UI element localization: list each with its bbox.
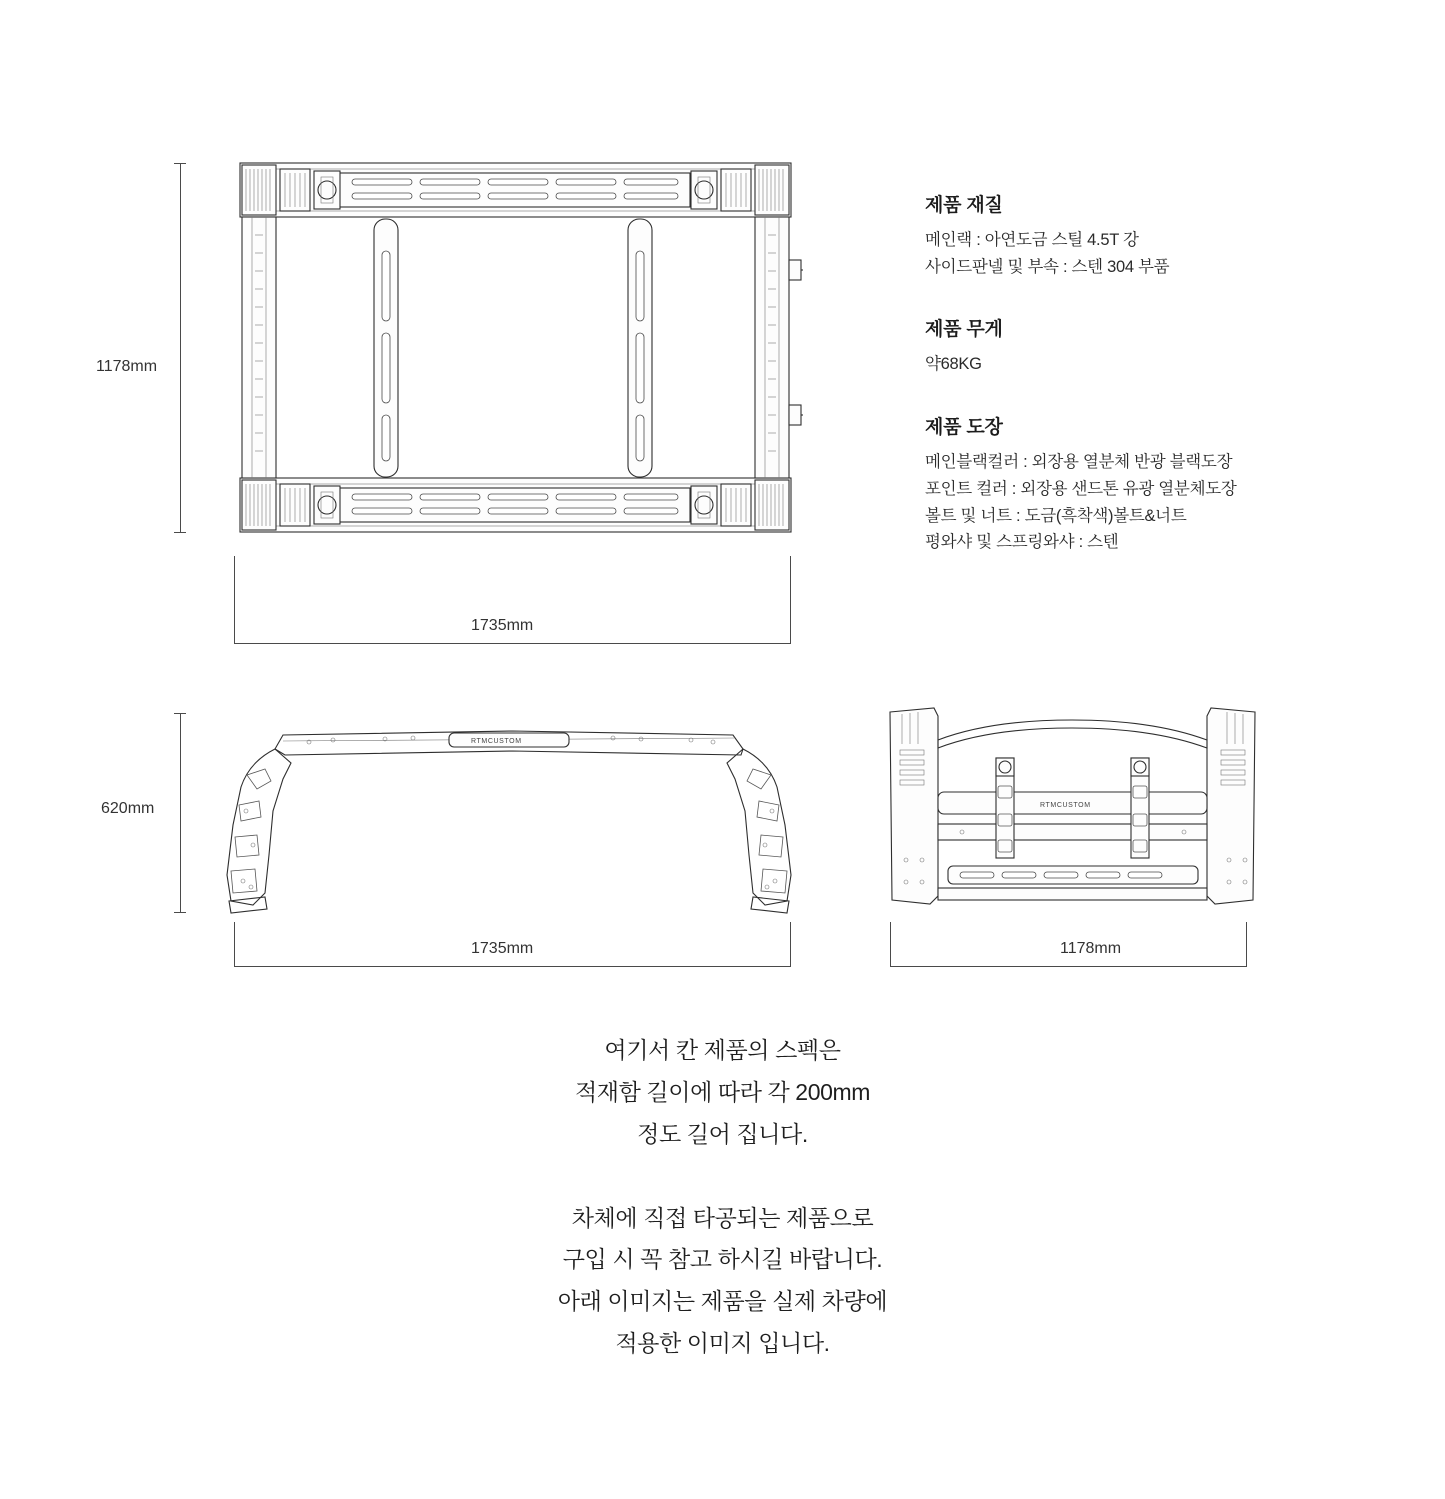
side-view-width-label: 1735mm: [471, 940, 534, 957]
front-view-svg: [880, 700, 1265, 915]
front-view-width-dim-tick-right: [1246, 922, 1247, 967]
spec-line-weight-1: 약68KG: [925, 355, 982, 374]
spec-line-coating-1: 메인블랙컬러 : 외장용 열분체 반광 블랙도장: [925, 453, 1233, 472]
spec-group-coating: [925, 412, 1345, 556]
front-view-width-label: 1178mm: [1060, 940, 1122, 957]
side-view-geometry: [227, 731, 791, 913]
spec-title-coating: 제품 도장: [925, 417, 1003, 439]
side-view-height-label: 620mm: [101, 800, 155, 817]
top-view-width-dim-tick-right: [790, 556, 791, 644]
top-view-height-dim-tick-upper: [174, 163, 186, 164]
notes-section: [0, 1030, 1445, 1365]
front-view-logo: RTMCUSTOM: [1040, 802, 1091, 809]
spec-list: [925, 190, 1345, 590]
spec-line-material-1: 메인랙 : 아연도금 스틸 4.5T 강: [925, 231, 1139, 249]
top-view-height-dim-tick-lower: [174, 532, 186, 533]
side-view-width-dim-tick-left: [234, 922, 235, 967]
spec-group-weight: [925, 314, 1345, 378]
top-view-geometry: [240, 163, 803, 532]
spec-line-material-2: 사이드판넬 및 부속 : 스텐 304 부품: [925, 257, 1170, 276]
top-view-width-label: 1735mm: [471, 617, 534, 634]
front-view-width-dim-line: [890, 966, 1246, 967]
front-view-drawing: [880, 700, 1265, 915]
side-view-height-dim-tick-lower: [174, 912, 186, 913]
notes-spacer: [0, 1156, 1445, 1198]
spec-title-weight: 제품 무게: [925, 319, 1003, 341]
note-p1-line1: 여기서 칸 제품의 스펙은: [604, 1037, 841, 1063]
side-view-logo: RTMCUSTOM: [471, 738, 522, 745]
top-view-drawing: [228, 155, 803, 540]
spec-line-coating-4: 평와샤 및 스프링와샤 : 스텐: [925, 533, 1119, 552]
side-view-drawing: [213, 705, 798, 920]
side-view-width-dim-line: [234, 966, 790, 967]
note-p2-line3: 아래 이미지는 제품을 실제 차량에: [557, 1288, 888, 1315]
side-view-height-dim-line: [180, 713, 181, 913]
top-view-height-label: 1178mm: [96, 358, 158, 375]
side-view-height-dim-tick-upper: [174, 713, 186, 714]
front-view-width-dim-tick-left: [890, 922, 891, 967]
note-p1-line3: 정도 길어 집니다.: [637, 1120, 808, 1147]
spec-title-material: 제품 재질: [925, 195, 1003, 216]
top-view-svg: [228, 155, 803, 540]
note-p2-line2: 구입 시 꼭 참고 하시길 바랍니다.: [562, 1246, 883, 1273]
top-view-width-dim-line: [234, 643, 790, 644]
note-p1-line2: 적재함 길이에 따라 각 200mm: [574, 1078, 870, 1105]
side-view-width-dim-tick-right: [790, 922, 791, 967]
side-view-svg: [213, 705, 798, 920]
note-p2-line4: 적용한 이미지 입니다.: [615, 1330, 830, 1357]
spec-line-coating-2: 포인트 컬러 : 외장용 샌드톤 유광 열분체도장: [925, 479, 1237, 498]
top-view-height-dim-line: [180, 163, 181, 533]
top-view-width-dim-tick-left: [234, 556, 235, 644]
note-p2-line1: 차체에 직접 타공되는 제품으로: [571, 1204, 874, 1231]
front-view-geometry: [890, 708, 1255, 904]
spec-group-material: [925, 190, 1345, 280]
spec-line-coating-3: 볼트 및 너트 : 도금(흑착색)볼트&너트: [925, 506, 1187, 525]
